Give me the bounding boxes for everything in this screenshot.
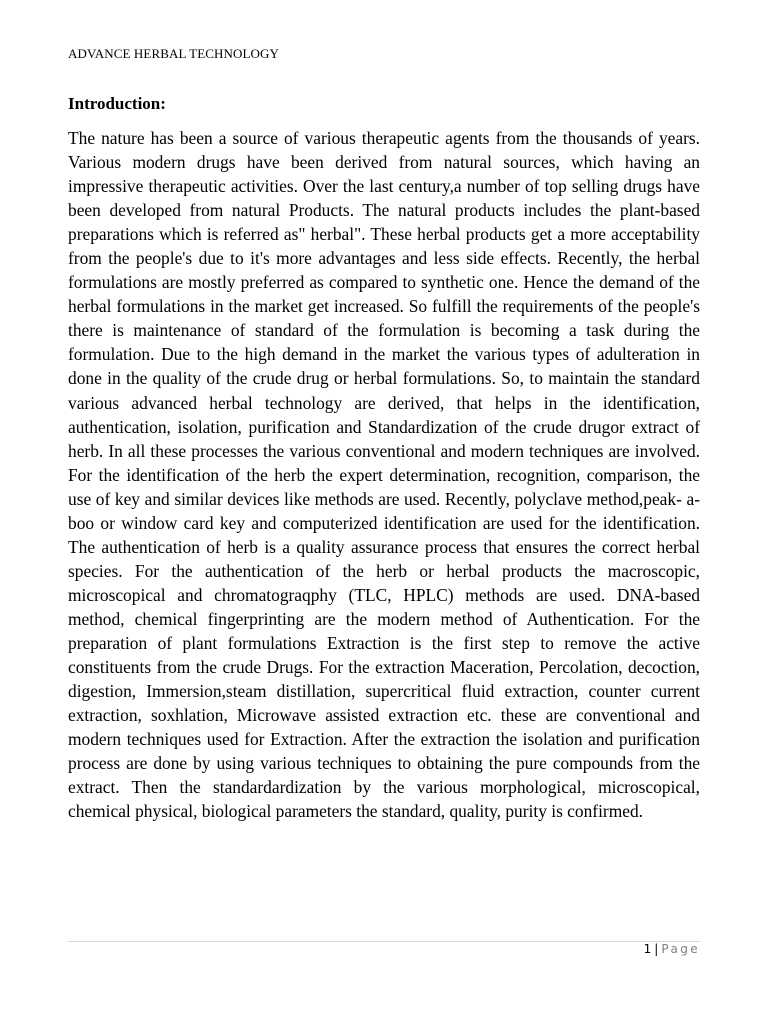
running-header: ADVANCE HERBAL TECHNOLOGY xyxy=(68,46,279,61)
body-paragraph: The nature has been a source of various therapeutic agents from the thousands of years. Various modern drugs have been derived from natural sources, which having an impressive therapeutic activities. Over the last century,a number of top selling drugs have been developed from natural Products. The natural products includes the plant-based preparations which is referred as" herbal". These herbal products get a more acceptability from the people's due to it's more advantages and less side effects. Recently, the herbal formulations are mostly preferred as compared to synthetic one. Hence the demand of the herbal formulations in the market get increased. So fulfill the requirements of the people's there is maintenance of standard of the formulation is becoming a task during the formulation. Due to the high demand in the market the various types of adulteration in done in the quality of the crude drug or herbal formulations. So, to maintain the standard various advanced herbal technology are derived, that helps in the identification, authentication, isolation, purification and Standardization of the crude drugor extract of herb. In all these processes the various conventional and modern techniques are involved. For the identification of the herb the expert determination, recognition, comparison, the use of key and similar devices like methods are used. Recently, polyclave method,peak- a- boo or window card key and computerized identification are used for the identification. The authentication of herb is a quality assurance process that ensures the correct herbal species. For the authentication of the herb or herbal products the macroscopic, microscopical and chromatograqphy (TLC, HPLC) methods are used. DNA-based method, chemical fingerprinting are the modern method of Authentication. For the preparation of plant formulations Extraction is the first step to remove the active constituents from the crude Drugs. For the extraction Maceration, Percolation, decoction, digestion, Immersion,steam distillation, supercritical fluid extraction, counter current extraction, soxhlation, Microwave assisted extraction etc. these are conventional and modern techniques used for Extraction. After the extraction the isolation and purification process are done by using various techniques to obtaining the pure compounds from the extract. Then the standardardization by the various morphological, microscopical, chemical physical, biological parameters the standard, quality, purity is confirmed. xyxy=(68,128,700,822)
footer-separator: | xyxy=(654,942,659,956)
page-number: 1 xyxy=(643,942,652,956)
page-label: Page xyxy=(661,942,700,956)
page-footer xyxy=(644,942,700,956)
section-heading-introduction: Introduction: xyxy=(68,94,166,113)
footer-divider xyxy=(68,941,700,942)
